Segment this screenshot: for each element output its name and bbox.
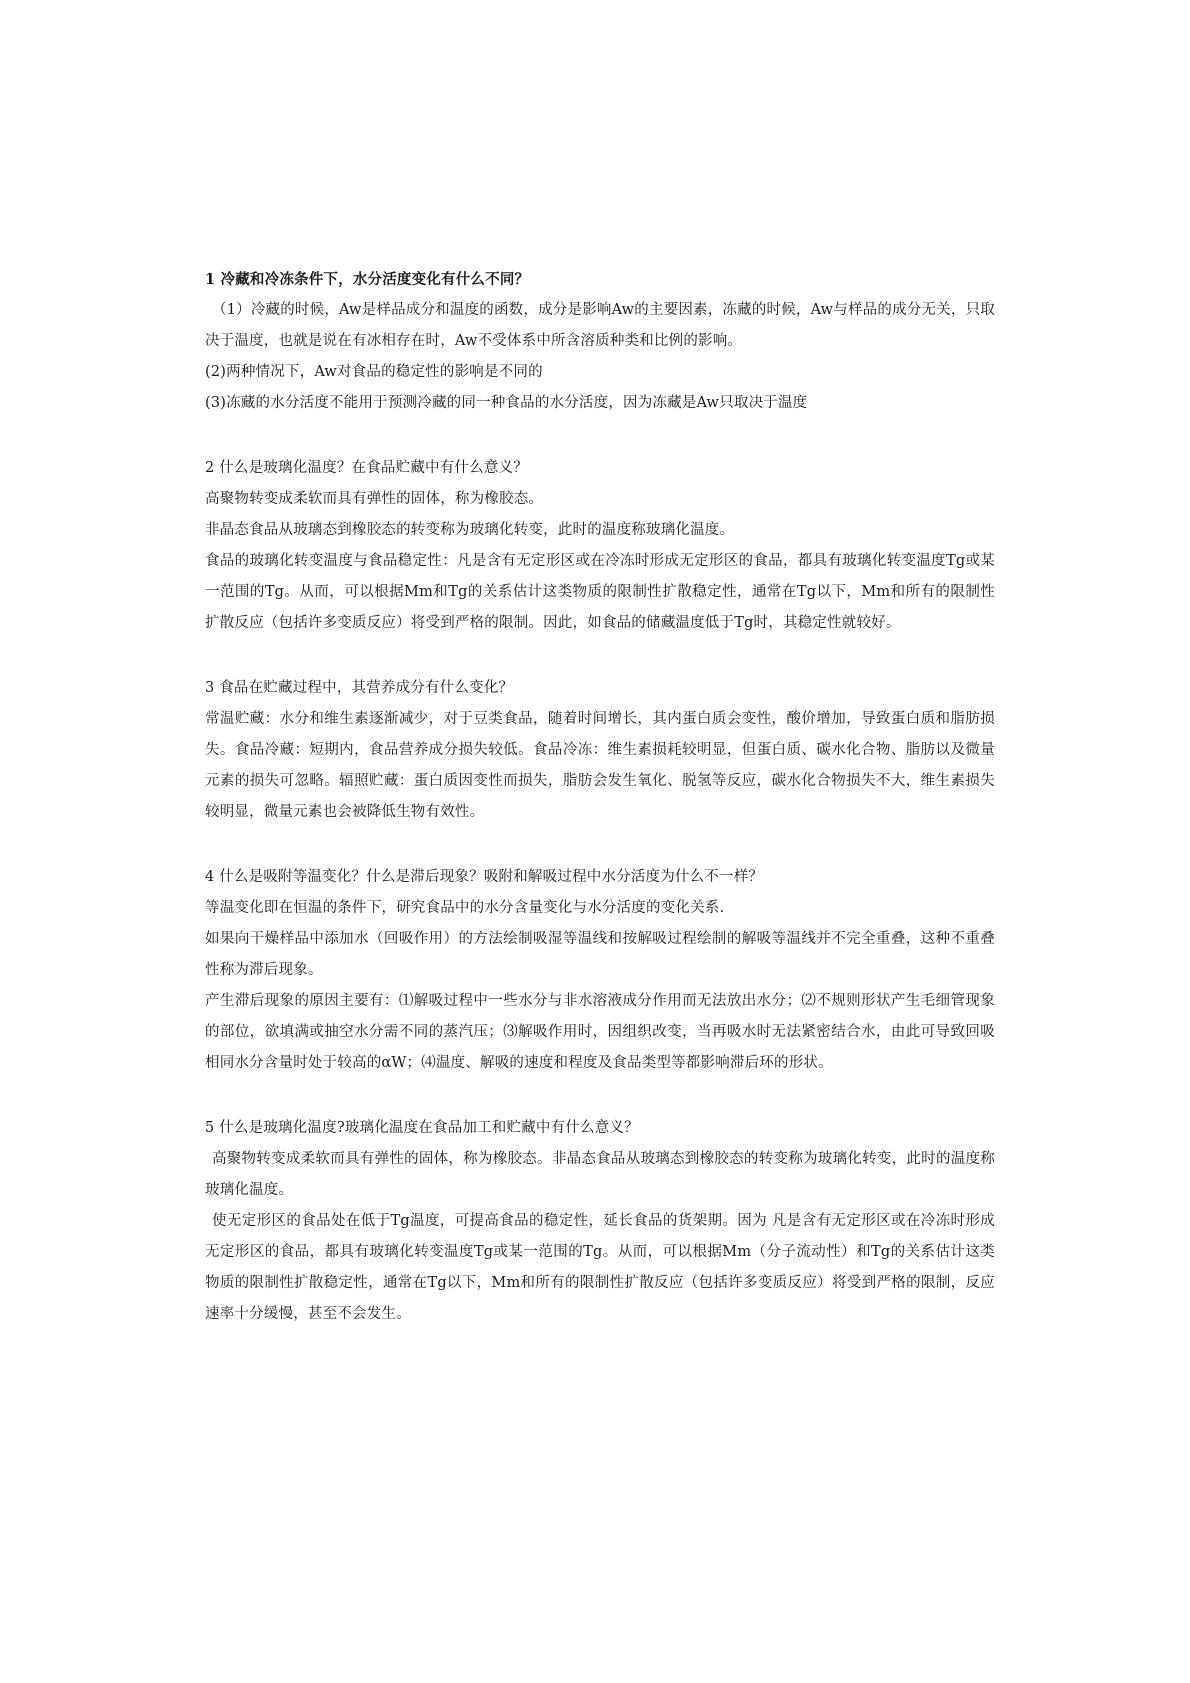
question-section-1 <box>205 264 995 419</box>
question-title-4: 4 什么是吸附等温变化？什么是滞后现象？吸附和解吸过程中水分活度为什么不一样？ <box>205 869 764 885</box>
answer-paragraph: 高聚物转变成柔软而具有弹性的固体，称为橡胶态。非晶态食品从玻璃态到橡胶态的转变称为玻璃化转变，此时的温度称玻璃化温度。 <box>205 1151 995 1198</box>
question-section-4 <box>205 862 995 1079</box>
question-title-2: 2 什么是玻璃化温度？在食品贮藏中有什么意义？ <box>205 460 528 476</box>
question-title-5: 5 什么是玻璃化温度?玻璃化温度在食品加工和贮藏中有什么意义？ <box>205 1120 639 1136</box>
answer-paragraph: 如果向干燥样品中添加水（回吸作用）的方法绘制吸湿等温线和按解吸过程绘制的解吸等温线并不完全重叠，这种不重叠性称为滞后现象。 <box>205 931 995 978</box>
question-section-5 <box>205 1113 995 1330</box>
document-content <box>205 264 995 1364</box>
question-section-3 <box>205 673 995 828</box>
answer-paragraph: (2)两种情况下，Aw对食品的稳定性的影响是不同的 <box>205 364 543 380</box>
question-title-3: 3 食品在贮藏过程中，其营养成分有什么变化？ <box>205 680 514 696</box>
answer-paragraph: 食品的玻璃化转变温度与食品稳定性：凡是含有无定形区或在冷冻时形成无定形区的食品，都具有玻璃化转变温度Tg或某一范围的Tg。从而，可以根据Mm和Tg的关系估计这类物质的限制性扩散稳定性，通常在Tg以下，Mm和所有的限制性扩散反应（包括许多变质反应）将受到严格的限制。因此，如食品的储藏温度低于Tg时，其稳定性就较好。 <box>205 553 995 631</box>
answer-paragraph: （1）冷藏的时候，Aw是样品成分和温度的函数，成分是影响Aw的主要因素，冻藏的时候，Aw与样品的成分无关，只取决于温度，也就是说在有冰相存在时，Aw不受体系中所含溶质种类和比例的影响。 <box>205 302 995 349</box>
answer-paragraph: 等温变化即在恒温的条件下，研究食品中的水分含量变化与水分活度的变化关系. <box>205 900 725 916</box>
question-section-2 <box>205 453 995 639</box>
answer-paragraph: 非晶态食品从玻璃态到橡胶态的转变称为玻璃化转变，此时的温度称玻璃化温度。 <box>205 522 735 538</box>
answer-paragraph: 使无定形区的食品处在低于Tg温度，可提高食品的稳定性，延长食品的货架期。因为 凡是含有无定形区或在冷冻时形成无定形区的食品，都具有玻璃化转变温度Tg或某一范围的Tg。从而，可以根据Mm（分子流动性）和Tg的关系估计这类物质的限制性扩散稳定性，通常在Tg以下，Mm和所有的限制性扩散反应（包括许多变质反应）将受到严格的限制，反应速率十分缓慢，甚至不会发生。 <box>205 1213 995 1322</box>
answer-paragraph: 常温贮藏：水分和维生素逐渐减少，对于豆类食品，随着时间增长，其内蛋白质会变性，酸价增加，导致蛋白质和脂肪损失。食品冷藏：短期内，食品营养成分损失较低。食品冷冻：维生素损耗较明显，但蛋白质、碳水化合物、脂肪以及微量元素的损失可忽略。辐照贮藏：蛋白质因变性而损失，脂肪会发生氧化、脱氢等反应，碳水化合物损失不大，维生素损失较明显，微量元素也会被降低生物有效性。 <box>205 711 995 820</box>
answer-paragraph: (3)冻藏的水分活度不能用于预测冷藏的同一种食品的水分活度，因为冻藏是Aw只取决于温度 <box>205 395 808 411</box>
question-title-1: 1 冷藏和冷冻条件下，水分活度变化有什么不同？ <box>205 271 530 288</box>
answer-paragraph: 高聚物转变成柔软而具有弹性的固体，称为橡胶态。 <box>205 491 544 507</box>
answer-paragraph: 产生滞后现象的原因主要有：⑴解吸过程中一些水分与非水溶液成分作用而无法放出水分；⑵不规则形状产生毛细管现象的部位，欲填满或抽空水分需不同的蒸汽压；⑶解吸作用时，因组织改变，当再吸水时无法紧密结合水，由此可导致回吸相同水分含量时处于较高的αW；⑷温度、解吸的速度和程度及食品类型等都影响滞后环的形状。 <box>205 993 995 1071</box>
